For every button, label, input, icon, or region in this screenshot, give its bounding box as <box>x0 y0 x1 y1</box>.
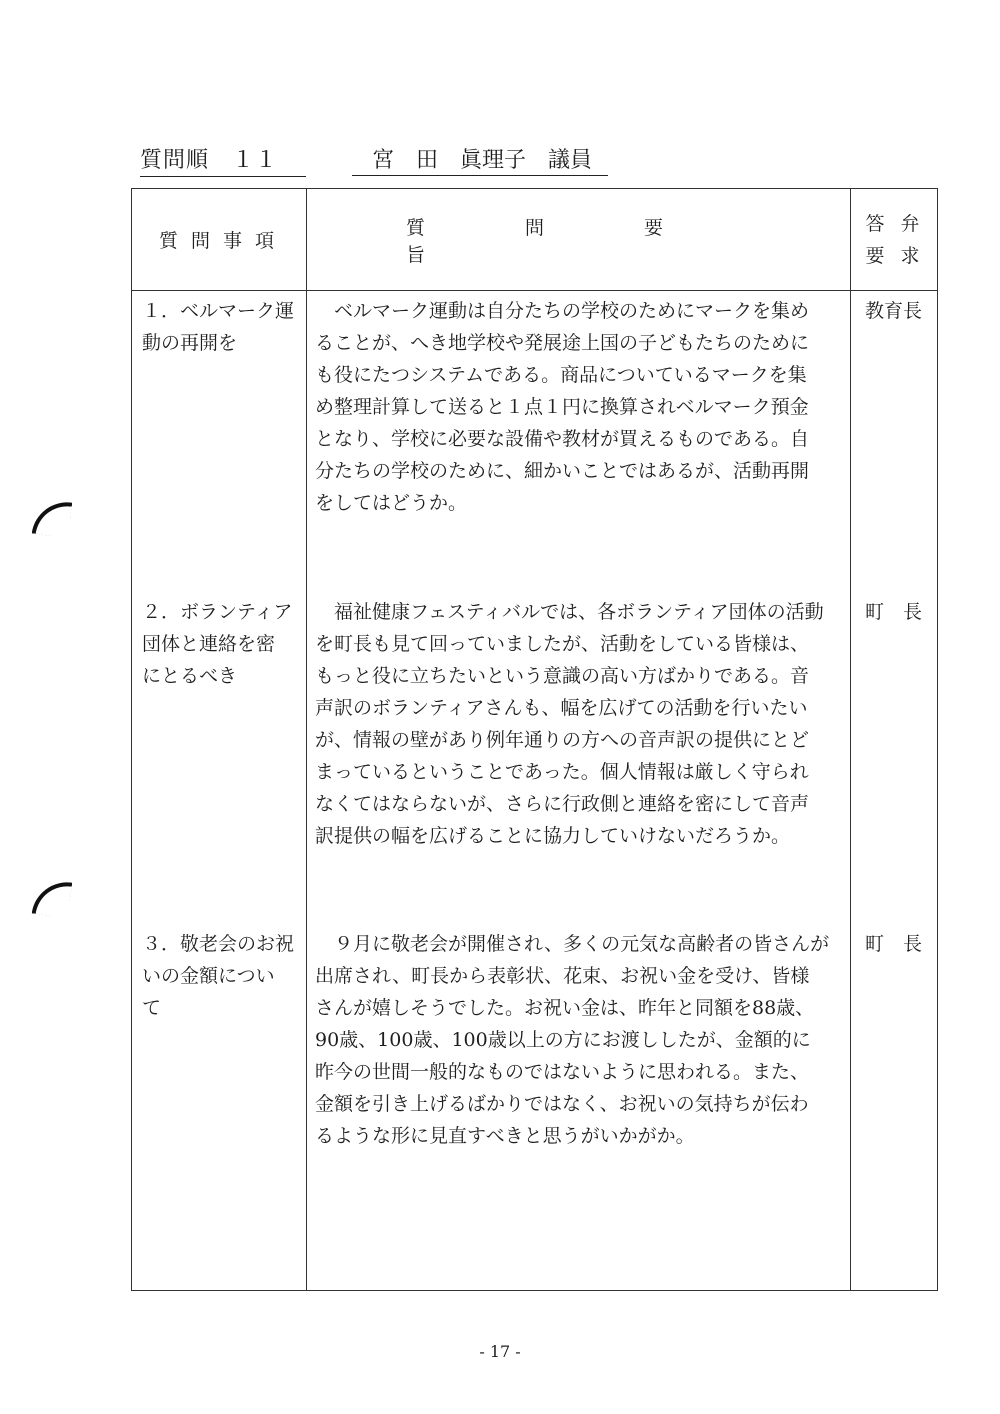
summary-line: 分たちの学校のために、細かいことではあるが、活動再開 <box>315 460 810 482</box>
header-responder <box>850 189 937 290</box>
item-line: １．ベルマーク運 <box>142 300 295 322</box>
summary-line: をしてはどうか。 <box>315 492 468 514</box>
row-2-question-summary <box>315 596 845 852</box>
summary-line: 昨今の世間一般的なものではないように思われる。また、 <box>315 1061 810 1083</box>
item-line: ２．ボランティア <box>142 601 293 623</box>
summary-line: 90歳、100歳、100歳以上の方にお渡ししたが、金額的に <box>315 1029 811 1051</box>
row-1-question-item <box>142 295 302 359</box>
item-line: 団体と連絡を密 <box>142 633 276 655</box>
column-divider <box>850 189 851 1290</box>
row-1-responder: 教育長 <box>864 300 922 322</box>
column-divider <box>306 189 307 1290</box>
summary-line: 訳提供の幅を広げることに協力していけないだろうか。 <box>315 825 791 847</box>
row-3-question-summary <box>315 928 845 1152</box>
header-question-item: 質問事項 <box>158 230 287 252</box>
question-table <box>131 188 938 1291</box>
summary-line: を町長も見て回っていましたが、活動をしている皆様は、 <box>315 633 810 655</box>
summary-line: るような形に見直すべきと思うがいかがか。 <box>315 1125 695 1147</box>
header-responder-line-1: 答弁 <box>865 212 936 235</box>
question-order: 質問順 １１ <box>140 146 306 177</box>
row-3-responder: 町 長 <box>864 933 922 955</box>
binder-hole-mark <box>32 498 73 539</box>
summary-line: 福祉健康フェスティバルでは、各ボランティア団体の活動 <box>315 601 824 623</box>
item-line: て <box>142 997 162 1019</box>
summary-line: 金額を引き上げるばかりではなく、お祝いの気持ちが伝わ <box>315 1093 809 1115</box>
summary-line: なくてはならないが、さらに行政側と連絡を密にして音声 <box>315 793 810 815</box>
row-2-question-item <box>142 596 302 692</box>
summary-line: が、情報の壁があり例年通りの方への音声訳の提供にとど <box>315 729 810 751</box>
summary-line: 声訳のボランティアさんも、幅を広げての活動を行いたい <box>315 697 808 719</box>
summary-line: め整理計算して送ると１点１円に換算されベルマーク預金 <box>315 396 809 418</box>
summary-line: 出席され、町長から表彰状、花束、お祝い金を受け、皆様 <box>315 965 810 987</box>
summary-line: も役にたつシステムである。商品についているマークを集 <box>315 364 807 386</box>
item-line: 動の再開を <box>142 332 238 354</box>
row-3-question-item <box>142 928 302 1024</box>
summary-line: ることが、へき地学校や発展途上国の子どもたちのために <box>315 332 810 354</box>
item-line: ３．敬老会のお祝 <box>142 933 295 955</box>
header-responder-line-2: 要求 <box>865 244 936 267</box>
summary-line: まっているということであった。個人情報は厳しく守られ <box>315 761 809 783</box>
summary-line: もっと役に立ちたいという意識の高い方ばかりである。音 <box>315 665 810 687</box>
row-2-responder: 町 長 <box>864 601 922 623</box>
item-line: にとるべき <box>142 665 238 687</box>
header-divider <box>132 290 937 291</box>
row-1-question-summary <box>315 295 845 519</box>
summary-line: ベルマーク運動は自分たちの学校のためにマークを集め <box>315 300 810 322</box>
binder-hole-mark <box>32 878 73 919</box>
summary-line: ９月に敬老会が開催され、多くの元気な高齢者の皆さんが <box>315 933 830 955</box>
page-number: - 17 - <box>479 1342 521 1361</box>
item-line: いの金額につい <box>142 965 275 987</box>
summary-line: さんが嬉しそうでした。お祝い金は、昨年と同額を88歳、 <box>315 997 815 1019</box>
header-question-summary: 質問要旨 <box>406 216 764 266</box>
summary-line: となり、学校に必要な設備や教材が買えるものである。自 <box>315 428 810 450</box>
council-member-name: 宮 田 眞理子 議員 <box>352 146 608 176</box>
